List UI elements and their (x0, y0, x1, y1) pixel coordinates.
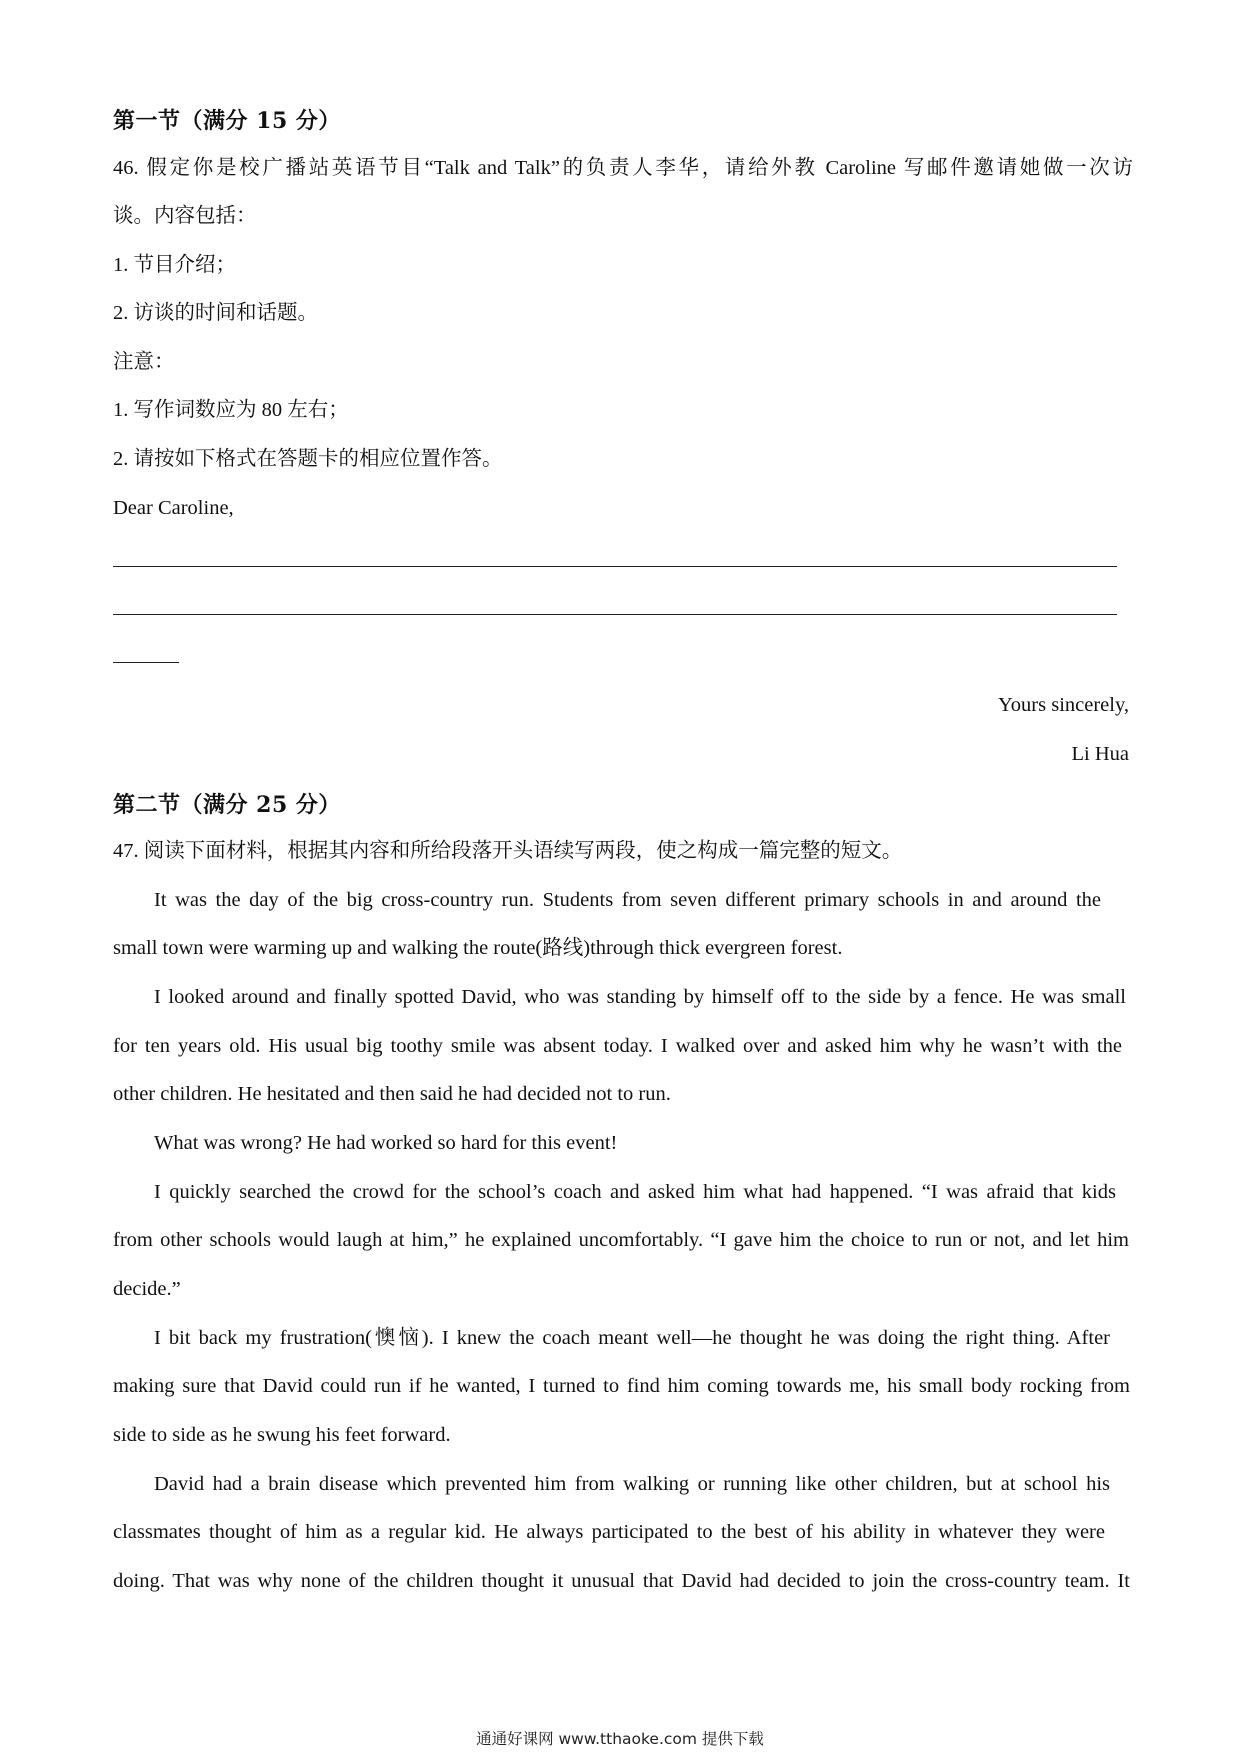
passage-line: small town were warming up and walking the route(路线)through thick evergreen forest. (113, 937, 843, 959)
answer-line-2 (113, 614, 1117, 615)
content-item-2: 2. 访谈的时间和话题。 (113, 302, 318, 324)
passage-line: from other schools would laugh at him,” he explained uncomfortably. “I gave him the choice to run or not, and let him (113, 1229, 1129, 1251)
passage-line: doing. That was why none of the children thought it unusual that David had decided to join the cross-country team. It (113, 1570, 1130, 1592)
section2-heading: 第二节（满分 25 分） (113, 792, 341, 818)
note-item-1: 1. 写作词数应为 80 左右； (113, 399, 349, 421)
question-47-instruction: 47. 阅读下面材料，根据其内容和所给段落开头语续写两段，使之构成一篇完整的短文。 (113, 840, 903, 862)
passage-line: David had a brain disease which prevented him from walking or running like other children, but at school his (154, 1473, 1110, 1495)
footer-watermark: 通通好课网 www.tthaoke.com 提供下载 (476, 1730, 764, 1748)
letter-salutation: Dear Caroline, (113, 497, 234, 519)
letter-signature: Li Hua (1071, 743, 1129, 765)
passage-line: I bit back my frustration(懊恼). I knew the coach meant well—he thought he was doing the right thing. After (154, 1327, 1110, 1349)
passage-line: decide.” (113, 1278, 181, 1300)
question-46-line2: 谈。内容包括： (113, 205, 257, 227)
section1-heading: 第一节（满分 15 分） (113, 108, 341, 134)
passage-line: I looked around and finally spotted David, who was standing by himself off to the side by a fence. He was small (154, 986, 1126, 1008)
passage-line: I quickly searched the crowd for the school’s coach and asked him what had happened. “I was afraid that kids (154, 1181, 1116, 1203)
answer-line-1 (113, 566, 1117, 567)
answer-line-3 (113, 662, 179, 663)
passage-line: making sure that David could run if he wanted, I turned to find him coming towards me, his small body rocking from (113, 1375, 1130, 1397)
passage-line: side to side as he swung his feet forward. (113, 1424, 451, 1446)
note-label: 注意： (113, 351, 175, 373)
passage-line: It was the day of the big cross-country run. Students from seven different primary schools in and around the (154, 889, 1101, 911)
passage-line: other children. He hesitated and then said he had decided not to run. (113, 1083, 671, 1105)
note-item-2: 2. 请按如下格式在答题卡的相应位置作答。 (113, 448, 503, 470)
passage-line: What was wrong? He had worked so hard for this event! (154, 1132, 618, 1154)
content-item-1: 1. 节目介绍； (113, 254, 236, 276)
passage-line: classmates thought of him as a regular kid. He always participated to the best of his ability in whatever they were (113, 1521, 1105, 1543)
passage-line: for ten years old. His usual big toothy smile was absent today. I walked over and asked him why he wasn’t with the (113, 1035, 1122, 1057)
letter-closing: Yours sincerely, (998, 694, 1129, 716)
question-46-line1: 46. 假定你是校广播站英语节目“Talk and Talk”的负责人李华，请给外教 Caroline 写邮件邀请她做一次访 (113, 157, 1133, 179)
